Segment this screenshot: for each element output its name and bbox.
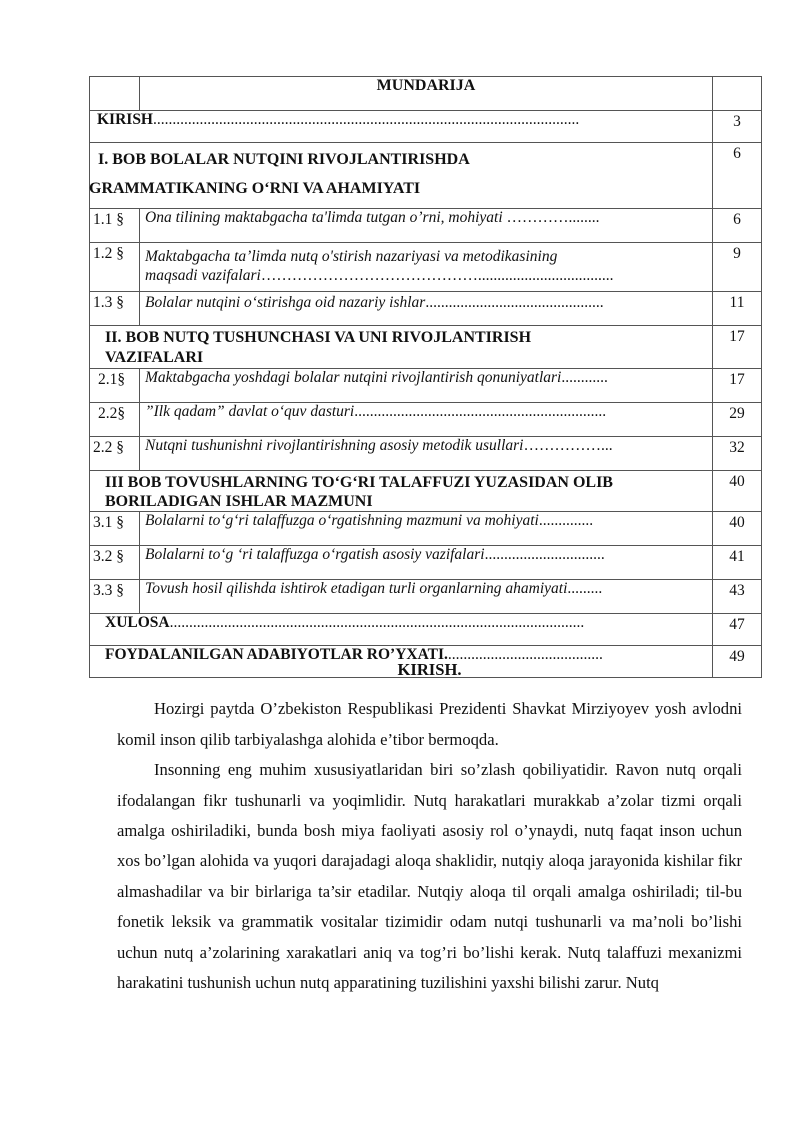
toc-2-2b-title	[140, 437, 713, 471]
toc-2-1-title	[140, 369, 713, 403]
toc-chapter1-title	[90, 143, 713, 209]
toc-1-3-page: 11	[713, 292, 762, 326]
toc-chapter1-line2: GRAMMATIKANING O‘RNI VA AHAMIYATI	[89, 180, 421, 197]
toc-3-1-leader: ..............	[538, 512, 594, 529]
toc-row-chapter3	[90, 471, 762, 512]
toc-conclusion-leader: ...........................................................................................................	[169, 614, 585, 631]
toc-intro-leader: ..............................................................................................................	[153, 111, 580, 128]
toc-row-chapter1	[90, 143, 762, 209]
toc-1-1-leader: …………........	[506, 209, 600, 226]
toc-2-1-leader: ............	[561, 369, 608, 386]
toc-1-2-text-line1: Maktabgacha ta’limda nutq o'stirish nazariyasi va metodikasining	[145, 248, 558, 265]
toc-chapter2-page: 17	[713, 326, 762, 369]
toc-1-2-page: 9	[713, 243, 762, 292]
toc-references-page: 49	[713, 646, 762, 678]
toc-chapter2-title	[90, 326, 713, 369]
introduction-paragraph-1: Hozirgi paytda O’zbekiston Respublikasi Prezidenti Shavkat Mirziyoyev yosh avlodni komil inson qilib tarbiyalashga alohida e’tibor bermoqda.	[117, 699, 742, 749]
toc-heading: MUNDARIJA	[140, 77, 713, 111]
toc-row-conclusion	[90, 614, 762, 646]
toc-3-2-leader: ...............................	[484, 546, 605, 563]
toc-intro-page: 3	[713, 111, 762, 143]
toc-3-3-text: Tovush hosil qilishda ishtirok etadigan turli organlarning ahamiyati	[145, 580, 568, 597]
toc-1-3-leader: ..............................................	[425, 294, 604, 311]
toc-1-1-page: 6	[713, 209, 762, 243]
toc-references-leader: ........................................	[447, 646, 603, 663]
toc-chapter3-line1: III BOB TOVUSHLARNING TO‘G‘RI TALAFFUZI YUZASIDAN OLIB	[105, 474, 613, 491]
toc-1-2-text-line2: maqsadi vazifalari	[145, 267, 261, 284]
toc-1-3-title	[140, 292, 713, 326]
toc-2-1-page: 17	[713, 369, 762, 403]
toc-chapter1-page: 6	[713, 143, 762, 209]
toc-3-2-number: 3.2 §	[90, 546, 140, 580]
toc-row-intro	[90, 111, 762, 143]
toc-row-2-1	[90, 369, 762, 403]
toc-3-2-title	[140, 546, 713, 580]
toc-2-1-text: Maktabgacha yoshdagi bolalar nutqini rivojlantirish qonuniyatlari	[145, 369, 562, 386]
toc-3-1-title	[140, 512, 713, 546]
toc-row-2-2b	[90, 437, 762, 471]
toc-3-3-page: 43	[713, 580, 762, 614]
toc-intro-title	[90, 111, 713, 143]
toc-1-2-leader: ……………………………………...................................	[260, 267, 614, 284]
toc-header-row	[90, 77, 762, 111]
toc-1-2-number: 1.2 §	[90, 243, 140, 292]
toc-2-2a-text: ”Ilk qadam” davlat o‘quv dasturi	[145, 403, 355, 420]
toc-2-2a-title	[140, 403, 713, 437]
toc-3-1-text: Bolalarni to‘g‘ri talaffuzga o‘rgatishning mazmuni va mohiyati	[145, 512, 539, 529]
introduction-section	[117, 655, 742, 998]
toc-references-label: FOYDALANILGAN ADABIYOTLAR RO’YXATI.	[105, 646, 448, 663]
toc-row-1-3	[90, 292, 762, 326]
toc-1-1-title	[140, 209, 713, 243]
toc-intro-label: KIRISH	[97, 111, 153, 128]
toc-row-2-2a	[90, 403, 762, 437]
toc-1-2-title	[140, 243, 713, 292]
toc-row-1-1	[90, 209, 762, 243]
toc-3-1-number: 3.1 §	[90, 512, 140, 546]
toc-header-page-blank	[713, 77, 762, 111]
toc-3-3-title	[140, 580, 713, 614]
toc-row-3-3	[90, 580, 762, 614]
toc-conclusion-page: 47	[713, 614, 762, 646]
toc-2-2b-leader: ……………...	[523, 437, 613, 454]
toc-row-3-1	[90, 512, 762, 546]
table-of-contents	[89, 76, 762, 678]
toc-chapter3-page: 40	[713, 471, 762, 512]
toc-1-2-line2	[145, 266, 707, 285]
toc-header-blank	[90, 77, 140, 111]
toc-2-2a-number: 2.2§	[90, 403, 140, 437]
toc-chapter3-title	[90, 471, 713, 512]
toc-2-2b-page: 32	[713, 437, 762, 471]
toc-chapter2-line2: VAZIFALARI	[105, 349, 204, 366]
toc-3-2-page: 41	[713, 546, 762, 580]
toc-3-3-leader: .........	[567, 580, 603, 597]
toc-2-2b-number: 2.2 §	[90, 437, 140, 471]
toc-3-2-text: Bolalarni to‘g ‘ri talaffuzga o‘rgatish asosiy vazifalari	[145, 546, 485, 563]
toc-2-1-number: 2.1§	[90, 369, 140, 403]
toc-1-3-text: Bolalar nutqini o‘stirishga oid nazariy ishlar	[145, 294, 426, 311]
introduction-heading: KIRISH.	[397, 660, 462, 679]
toc-conclusion-title	[90, 614, 713, 646]
toc-row-chapter2	[90, 326, 762, 369]
toc-2-2b-text: Nutqni tushunishni rivojlantirishning asosiy metodik usullari	[145, 437, 524, 454]
toc-row-1-2	[90, 243, 762, 292]
toc-chapter2-line1: II. BOB NUTQ TUSHUNCHASI VA UNI RIVOJLANTIRISH	[105, 329, 532, 346]
toc-3-1-page: 40	[713, 512, 762, 546]
toc-2-2a-page: 29	[713, 403, 762, 437]
toc-chapter3-line2: BORILADIGAN ISHLAR MAZMUNI	[105, 493, 373, 510]
toc-1-1-text: Ona tilining maktabgacha ta'limda tutgan o’rni, mohiyati	[145, 209, 507, 226]
toc-chapter1-line1: I. BOB BOLALAR NUTQINI RIVOJLANTIRISHDA	[98, 151, 470, 168]
toc-1-1-number: 1.1 §	[90, 209, 140, 243]
toc-3-3-number: 3.3 §	[90, 580, 140, 614]
toc-1-3-number: 1.3 §	[90, 292, 140, 326]
toc-conclusion-label: XULOSA	[105, 614, 170, 631]
toc-row-3-2	[90, 546, 762, 580]
introduction-paragraph-2: Insonning eng muhim xususiyatlaridan biri so’zlash qobiliyatidir. Ravon nutq orqali ifodalangan fikr tushunarli va yoqimlidir. Nutq harakatlari murakkab a’zolar tizmi orqali amalga oshiriladiki, bunda bosh miya faoliyati asosiy rol o’ynaydi, nutq faqat inson uchun xos bo’lgan alohida va yuqori darajadagi aloqa shaklidir, nutqiy aloqa jarayonida kishilar fikr almashadilar va bir birlariga ta’sir etadilar. Nutqiy aloqa til orqali amalga oshiriladi; til-bu fonetik leksik va grammatik vositalar tizimidir odam nutqi tushunarli va ma’noli bo’lishi uchun nutq a’zolarining xarakatlari aniq va tog’ri bo’lishi kerak. Nutq talaffuzi mexanizmi harakatini tushunish uchun nutq apparatining tuzilishini yaxshi bilishi zarur. Nutq	[117, 760, 742, 993]
toc-2-2a-leader: .................................................................	[354, 403, 607, 420]
